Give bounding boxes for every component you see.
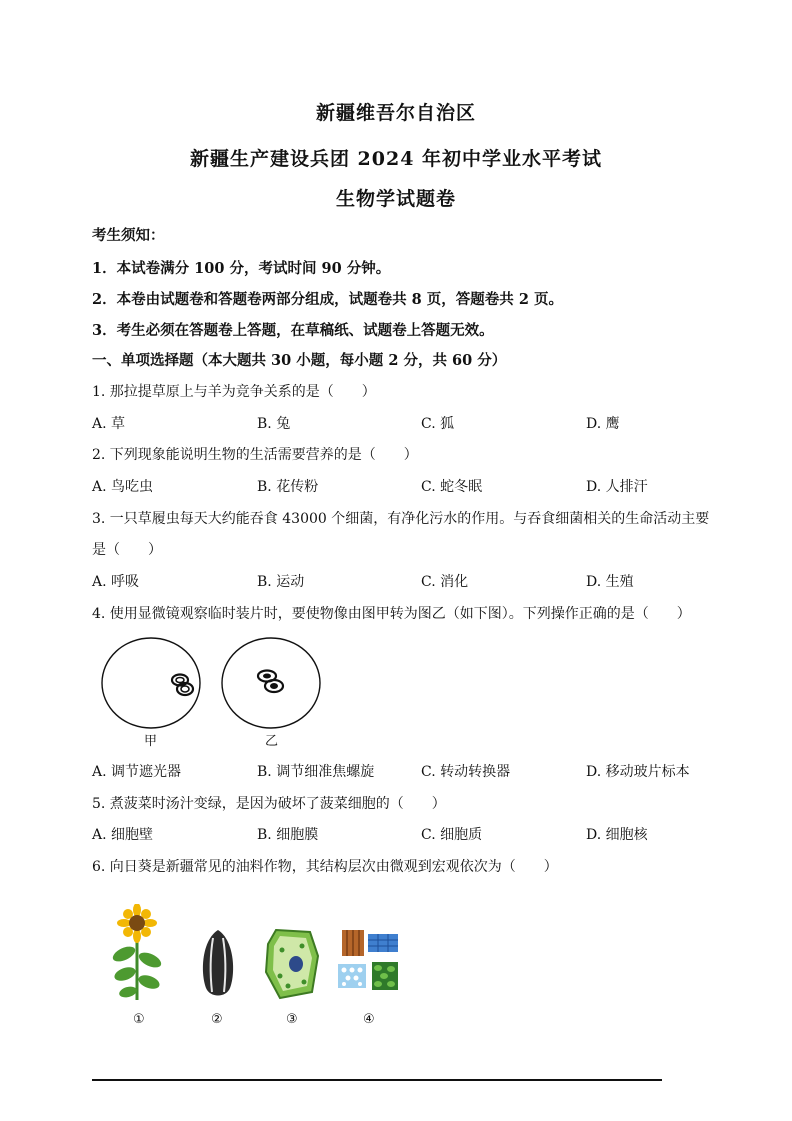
option-d: D. 鹰 [586,416,620,432]
option-b: B. 花传粉 [257,479,319,495]
sunflower-plant-illustration [104,904,170,1004]
option-b: B. 运动 [257,574,305,590]
page-bottom-divider [92,1079,662,1081]
question-3-stem-line1: 3. 一只草履虫每天大约能吞食 43000 个细菌，有净化污水的作用。与吞食细菌相关的生命活动主要 [92,511,710,527]
question-6-stem: 6. 向日葵是新疆常见的油料作物，其结构层次由微观到宏观依次为（ ） [92,859,558,875]
question-5-options [92,824,732,844]
option-a: A. 草 [92,416,126,432]
option-c: C. 转动转换器 [421,764,511,780]
option-a: A. 鸟吃虫 [92,479,154,495]
option-c: C. 细胞质 [421,827,483,843]
option-a: A. 调节遮光器 [92,764,182,780]
figure-label-1: ① [133,1012,145,1027]
figure-label-yi: 乙 [265,734,279,749]
question-4-stem: 4. 使用显微镜观察临时装片时，要使物像由图甲转为图乙（如下图）。下列操作正确的是（ ） [92,606,691,622]
option-d: D. 移动玻片标本 [586,764,690,780]
exam-title: 新疆生产建设兵团 2024 年初中学业水平考试 [189,148,603,170]
notice-heading: 考生须知： [92,227,165,244]
option-b: B. 调节细准焦螺旋 [257,764,375,780]
plant-cell-illustration [262,926,322,1002]
question-1-options [92,413,732,433]
question-2-stem: 2. 下列现象能说明生物的生活需要营养的是（ ） [92,447,418,463]
option-d: D. 生殖 [586,574,634,590]
option-a: A. 呼吸 [92,574,140,590]
option-c: C. 狐 [421,416,455,432]
figure-label-4: ④ [363,1012,375,1027]
option-d: D. 细胞核 [586,827,648,843]
figure-label-2: ② [211,1012,223,1027]
option-d: D. 人排汗 [586,479,648,495]
microscope-view-yi-illustration [220,636,322,732]
option-a: A. 细胞壁 [92,827,154,843]
plant-tissues-illustration [334,928,404,996]
question-2-options [92,476,732,496]
option-c: C. 蛇冬眠 [421,479,483,495]
section-heading: 一、单项选择题（本大题共 30 小题，每小题 2 分，共 60 分） [92,352,507,369]
exam-region-title: 新疆维吾尔自治区 [315,102,476,124]
exam-subject-title: 生物学试题卷 [335,188,456,210]
figure-label-3: ③ [286,1012,298,1027]
sunflower-seed-illustration [196,928,240,1002]
option-b: B. 兔 [257,416,291,432]
question-1-stem: 1. 那拉提草原上与羊为竞争关系的是（ ） [92,384,376,400]
question-5-stem: 5. 煮菠菜时汤汁变绿，是因为破坏了菠菜细胞的（ ） [92,796,446,812]
notice-item-1: 1．本试卷满分 100 分，考试时间 90 分钟。 [92,260,391,277]
question-3-options [92,571,732,591]
question-3-stem-line2: 是（ ） [92,542,162,558]
option-b: B. 细胞膜 [257,827,319,843]
question-4-options [92,761,732,781]
figure-label-jia: 甲 [144,734,158,749]
notice-item-2: 2．本卷由试题卷和答题卷两部分组成，试题卷共 8 页，答题卷共 2 页。 [92,291,563,308]
option-c: C. 消化 [421,574,469,590]
notice-item-3: 3．考生必须在答题卷上答题，在草稿纸、试题卷上答题无效。 [92,322,494,339]
microscope-view-jia-illustration [100,636,202,732]
